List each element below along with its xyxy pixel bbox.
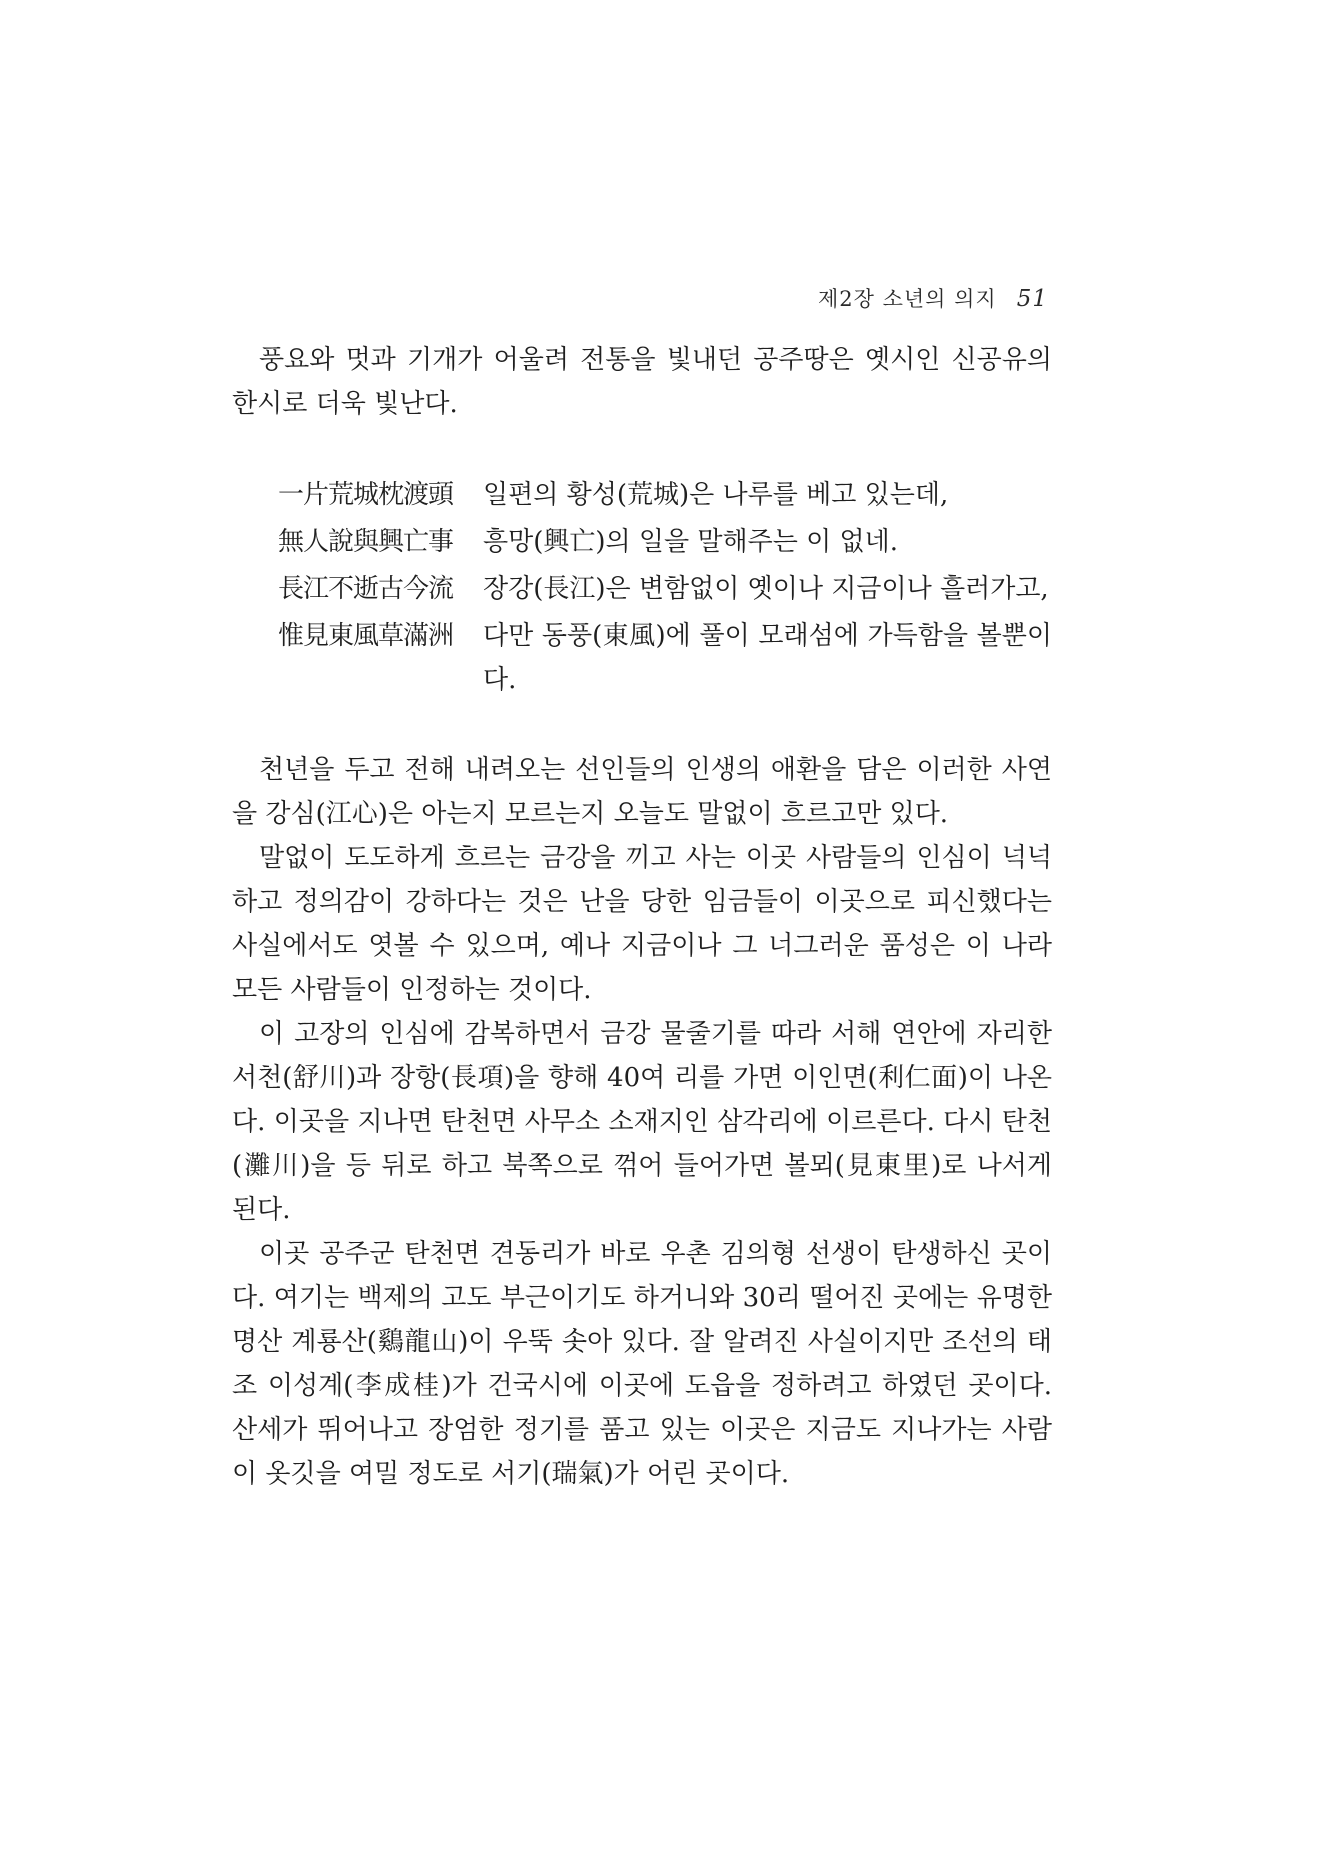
poem-line xyxy=(278,567,1052,611)
poem-translation: 흥망(興亡)의 일을 말해주는 이 없네. xyxy=(483,527,899,557)
text-body xyxy=(232,338,1052,1496)
poem-line xyxy=(278,473,1052,517)
poem-line xyxy=(278,614,1052,702)
poem-translation: 일편의 황성(荒城)은 나루를 베고 있는데, xyxy=(483,480,949,510)
body-paragraph: 이 고장의 인심에 감복하면서 금강 물줄기를 따라 서해 연안에 자리한 서천(舒川)과 장항(長項)을 향해 40여 리를 가면 이인면(利仁面)이 나온다. 이곳을 지나면 탄천면 사무소 소재지인 삼각리에 이르른다. 다시 탄천(灘川)을 등 뒤로 하고 북쪽으로 꺾어 들어가면 볼뫼(見東里)로 나서게 된다. xyxy=(232,1019,1052,1225)
intro-paragraph: 풍요와 멋과 기개가 어울려 전통을 빛내던 공주땅은 옛시인 신공유의 한시로 더욱 빛난다. xyxy=(232,345,1052,419)
body-paragraph: 말없이 도도하게 흐르는 금강을 끼고 사는 이곳 사람들의 인심이 넉넉하고 정의감이 강하다는 것은 난을 당한 임금들이 이곳으로 피신했다는 사실에서도 엿볼 수 있으며, 예나 지금이나 그 너그러운 품성은 이 나라 모든 사람들이 인정하는 것이다. xyxy=(232,843,1052,1005)
poem-translation: 장강(長江)은 변함없이 옛이나 지금이나 흘러가고, xyxy=(483,574,1049,604)
poem-hanja: 一片荒城枕渡頭 xyxy=(278,480,454,510)
poem-hanja: 無人說與興亡事 xyxy=(278,527,454,557)
body-paragraph: 이곳 공주군 탄천면 견동리가 바로 우촌 김의형 선생이 탄생하신 곳이다. 여기는 백제의 고도 부근이기도 하거니와 30리 떨어진 곳에는 유명한 명산 계룡산(鷄龍山)이 우뚝 솟아 있다. 잘 알려진 사실이지만 조선의 태조 이성계(李成桂)가 건국시에 이곳에 도읍을 정하려고 하였던 곳이다. 산세가 뛰어나고 장엄한 정기를 품고 있는 이곳은 지금도 지나가는 사람이 옷깃을 여밀 정도로 서기(瑞氣)가 어린 곳이다. xyxy=(232,1239,1052,1489)
chapter-title: 제2장 소년의 의지 xyxy=(818,287,997,311)
body-paragraph: 천년을 두고 전해 내려오는 선인들의 인생의 애환을 담은 이러한 사연을 강심(江心)은 아는지 모르는지 오늘도 말없이 흐르고만 있다. xyxy=(232,755,1052,829)
running-header xyxy=(818,283,1048,313)
poem-hanja: 長江不逝古今流 xyxy=(278,574,454,604)
poem-line xyxy=(278,520,1052,564)
poem-hanja: 惟見東風草滿洲 xyxy=(278,621,454,651)
page-number: 51 xyxy=(1016,286,1048,312)
poem-block xyxy=(278,473,1052,702)
poem-translation: 다만 동풍(東風)에 풀이 모래섬에 가득함을 볼뿐이다. xyxy=(483,621,1052,695)
